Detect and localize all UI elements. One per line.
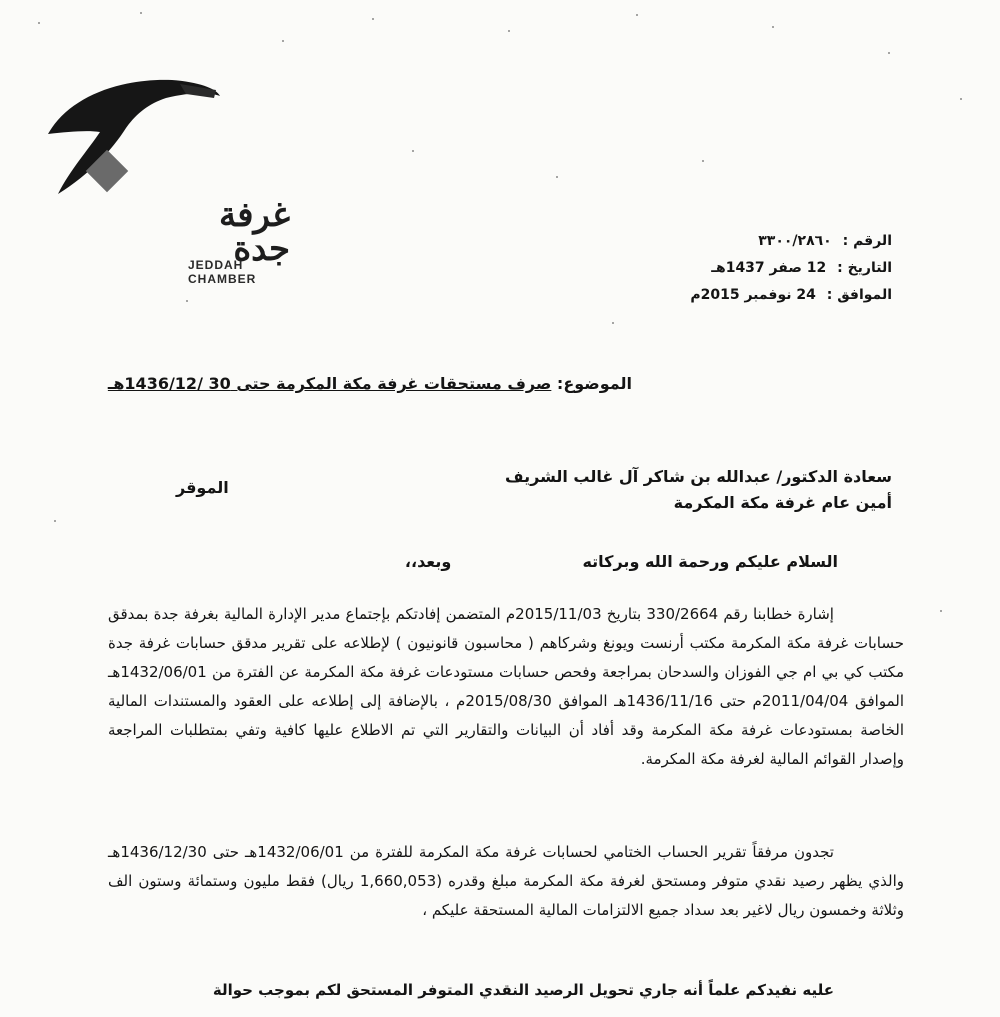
gregorian-date-value: 24 نوفمبر 2015م [690, 287, 816, 303]
greeting-line [405, 552, 838, 571]
scan-speck [140, 12, 142, 14]
body-paragraph-3: عليه نفيدكم علماً أنه جاري تحويل الرصيد النقدي المتوفر المستحق لكم بموجب حوالة [212, 981, 834, 999]
reference-number-value: ٣٣٠٠/٢٨٦٠ [758, 233, 832, 249]
scan-speck [612, 322, 614, 324]
body-paragraph-1: إشارة خطابنا رقم 330/2664 بتاريخ 2015/11/03م المتضمن إفادتكم بإجتماع مدير الإدارة المالية بغرفة جدة بمدقق حسابات غرفة مكة المكرمة مكتب أرنست ويونغ وشركاهم ( محاسبون قانونيون ) لإطلاعه على تقرير مدقق حسابات غرفة جدة مكتب كي بي ام جي الفوزان والسدحان بمراجعة وفحص حسابات مستودعات غرفة مكة المكرمة عن الفترة من 1432/06/01هـ الموافق 2011/04/04م حتى 1436/11/16هـ الموافق 2015/08/30م ، بالإضافة إلى إطلاعه على العقود والمستندات المالية الخاصة بمستودعات غرفة مكة المكرمة وقد أفاد أن البيانات والتقارير التي تم الاطلاع عليها كافية وتفي بمتطلبات المراجعة وإصدار القوائم المالية لغرفة مكة المكرمة. [108, 605, 904, 768]
scan-speck [38, 22, 40, 24]
scan-speck [702, 160, 704, 162]
scan-speck [54, 520, 56, 522]
logo-brush-icon [40, 70, 230, 210]
hijri-date-label: التاريخ : [837, 260, 892, 276]
subject-label: الموضوع: [556, 374, 632, 393]
gregorian-date-label: الموافق : [826, 287, 892, 303]
scan-speck [888, 52, 890, 54]
addressee-name: سعادة الدكتور/ عبدالله بن شاكر آل غالب الشريف [505, 467, 892, 486]
hijri-date-value: 12 صفر 1437هـ [711, 260, 827, 276]
reference-number-row [690, 228, 892, 255]
logo-arabic-name: غرفة جدة [218, 195, 290, 269]
reference-number-label: الرقم : [842, 233, 892, 249]
addressee-block [505, 464, 892, 516]
subject-line [108, 374, 632, 393]
addressee-honorific: الموقر [176, 478, 229, 497]
salutation: السلام عليكم ورحمة الله وبركاته [582, 552, 838, 571]
salutation-closing: وبعد،، [404, 552, 452, 571]
scan-speck [636, 14, 638, 16]
scan-speck [412, 150, 414, 152]
logo-english-name: JEDDAH CHAMBER [188, 258, 257, 286]
scan-speck [556, 176, 558, 178]
body-paragraph-2: تجدون مرفقاً تقرير الحساب الختامي لحسابات غرفة مكة المكرمة للفترة من 1432/06/01هـ حتى 1436/12/30هـ والذي يظهر رصيد نقدي متوفر ومستحق لغرفة مكة المكرمة مبلغ وقدره (1,660,053 ريال) فقط مليون وستمائة وستون الف وثلاثة وخمسون ريال لاغير بعد سداد جميع الالتزامات المالية المستحقة عليكم ، [108, 843, 904, 919]
subject-text: صرف مستحقات غرفة مكة المكرمة حتى 30 /1436/12هـ [107, 374, 552, 393]
addressee-title: أمين عام غرفة مكة المكرمة [673, 493, 892, 512]
scan-speck [960, 98, 962, 100]
scan-speck [372, 18, 374, 20]
reference-block [690, 228, 892, 309]
gregorian-date-row [690, 282, 892, 309]
scan-speck [282, 40, 284, 42]
scan-speck [508, 30, 510, 32]
hijri-date-row [690, 255, 892, 282]
scan-speck [772, 26, 774, 28]
scan-speck [940, 610, 942, 612]
scan-speck [186, 300, 188, 302]
jeddah-chamber-logo [40, 70, 290, 286]
